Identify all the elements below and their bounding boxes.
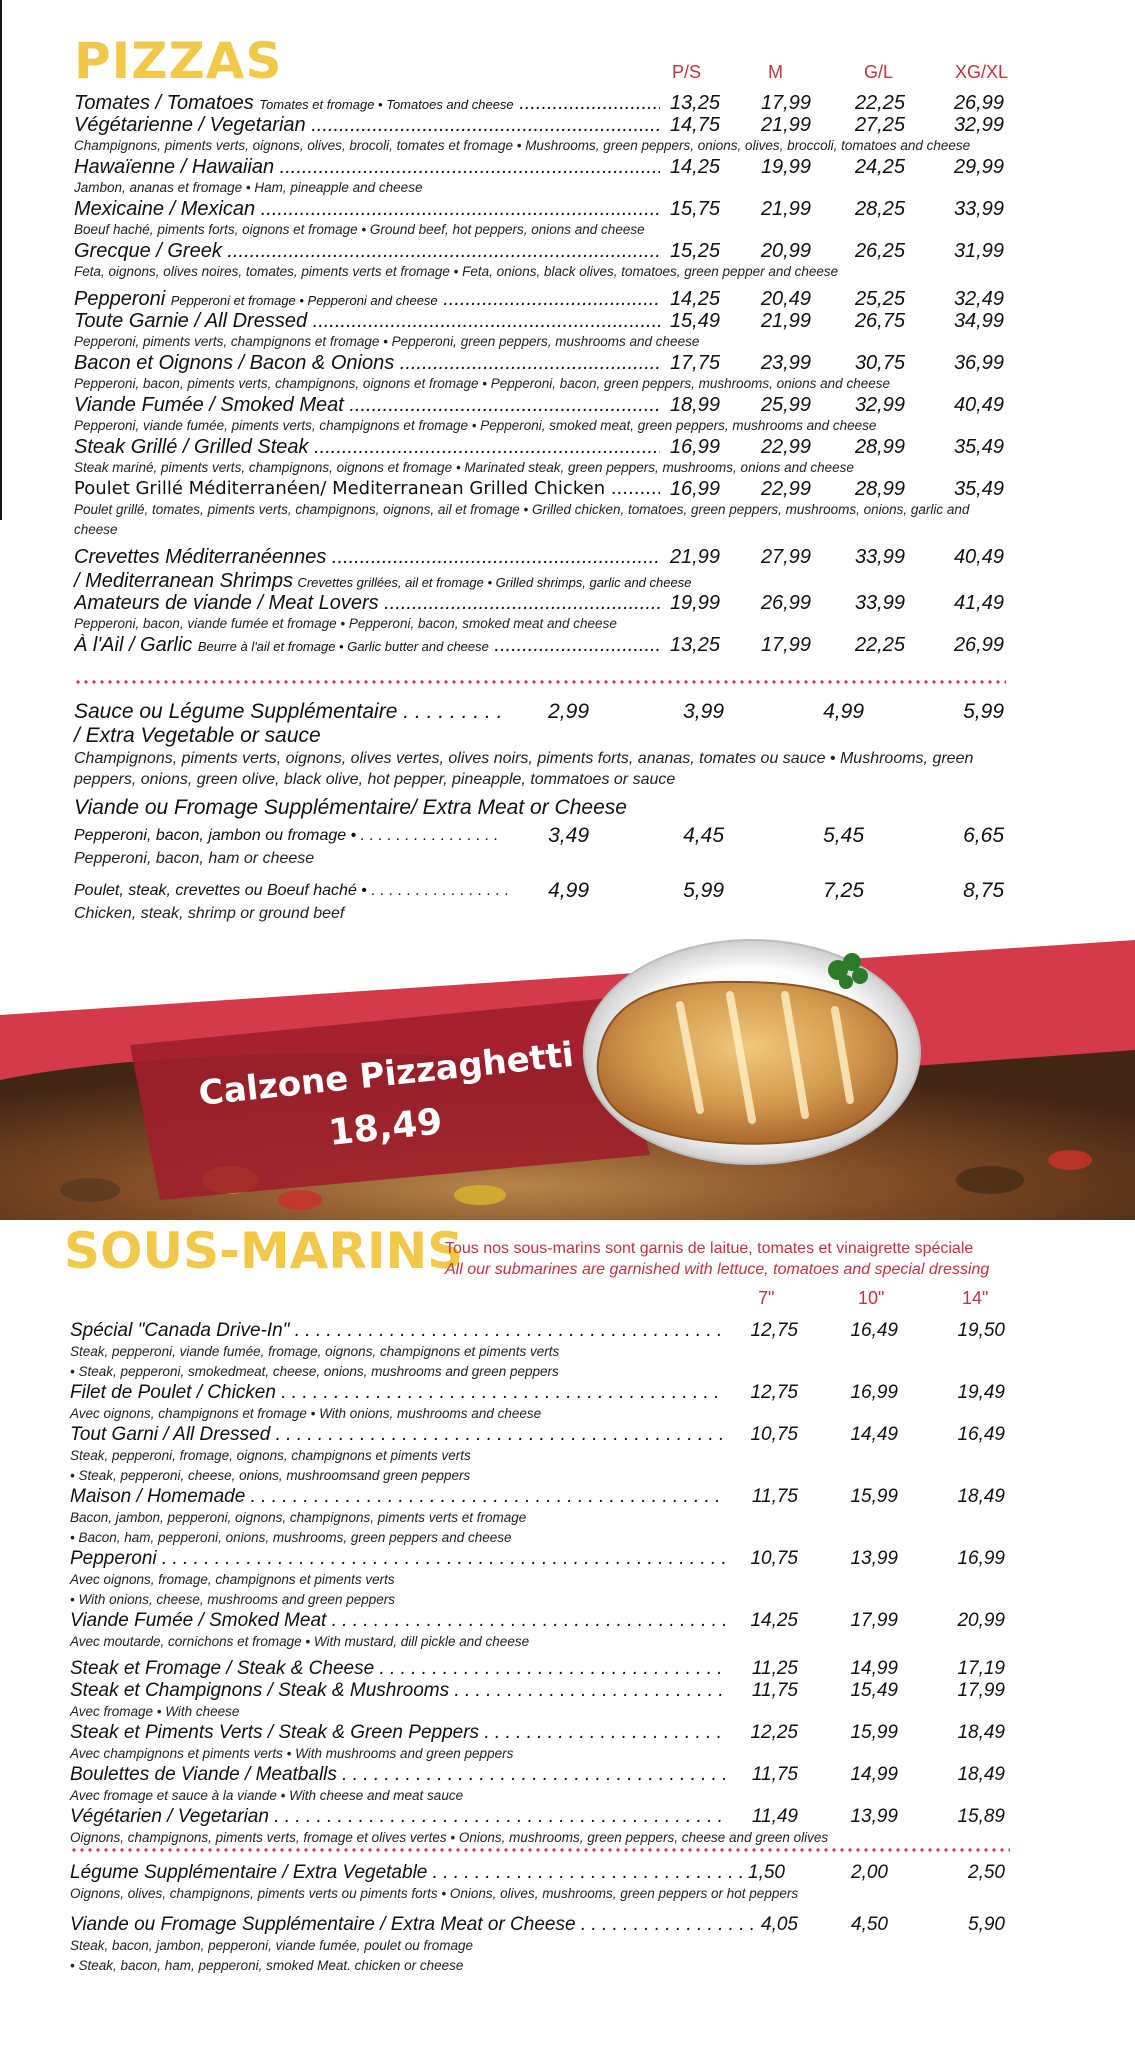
item-name: Tout Garni / All Dressed . . . (70, 1424, 725, 1446)
item-name: Végétarienne / Vegetarian ..... (74, 114, 660, 136)
price-xlarge: 35,49 (953, 478, 1004, 500)
price-small: 19,99 (669, 592, 720, 614)
price-medium: 19,99 (760, 156, 811, 178)
price-7in: 12,75 (750, 1382, 798, 1403)
size-header-small: P/S (672, 62, 702, 82)
size-header-xlarge: XG/XL (955, 62, 1009, 82)
extra-vegetable-name: Sauce ou Légume Supplémentaire . . . . . . . . . (74, 700, 503, 723)
menu-item-pepperoni (74, 288, 1014, 310)
price-14in: 5,90 (968, 1914, 1005, 1935)
extra-meat-name-en: Chicken, steak, shrimp or ground beef (74, 905, 345, 922)
price-medium: 26,99 (760, 592, 811, 614)
extra-vegetable-row (74, 700, 1014, 724)
price-10in: 14,49 (850, 1424, 898, 1445)
item-description: Poulet grillé, tomates, piments verts, champignons, oignons, ail et fromage • Grilled chicken, tomatoes, green peppers, mushrooms, onions, garlic and cheese (74, 502, 970, 537)
extra-meat-name: Poulet, steak, crevettes ou Boeuf haché • . . . . . . . . . . . . . . . . (74, 882, 510, 899)
item-description: Pepperoni, bacon, viande fumée et fromage • Pepperoni, bacon, smoked meat and cheese (74, 616, 617, 631)
price-large: 26,75 (854, 310, 905, 332)
price-large: 30,75 (854, 352, 905, 374)
submarines-title: SOUS-MARINS (64, 1222, 464, 1280)
item-name: Toute Garnie / All Dressed ..... (74, 310, 660, 332)
item-description: Avec oignons, fromage, champignons et piments verts (70, 1572, 395, 1587)
price-14in: 17,19 (957, 1658, 1005, 1679)
price-medium: 27,99 (760, 546, 811, 568)
item-name: Tomates / Tomatoes (74, 92, 254, 114)
pizza-extras (74, 700, 1014, 924)
sub-item-meatballs (70, 1764, 1010, 1786)
price-medium: 22,99 (760, 478, 811, 500)
price-10in: 15,99 (850, 1486, 898, 1507)
item-name: Boulettes de Viande / Meatballs . . . (70, 1764, 725, 1786)
item-name: Amateurs de viande / Meat Lovers ..... (74, 592, 660, 614)
item-inline-description: Beurre à l'ail et fromage • Garlic butter and cheese (197, 639, 489, 654)
item-name: Viande Fumée / Smoked Meat ..... (74, 394, 660, 416)
item-description: Boeuf haché, piments forts, oignons et fromage • Ground beef, hot peppers, onions and cheese (74, 222, 645, 237)
price-10in: 13,99 (850, 1806, 898, 1827)
price-7in: 11,75 (751, 1486, 798, 1507)
item-description-en: • Steak, pepperoni, cheese, onions, mushroomsand green peppers (70, 1468, 471, 1483)
item-inline-description: Pepperoni et fromage • Pepperoni and cheese (170, 293, 438, 308)
item-description-en: • Steak, pepperoni, smokedmeat, cheese, onions, mushrooms and green peppers (70, 1364, 559, 1379)
price-large: 33,99 (854, 592, 905, 614)
submarine-list (70, 1320, 1010, 1848)
item-name: À l'Ail / Garlic (74, 634, 193, 656)
price-xlarge: 33,99 (953, 198, 1004, 220)
item-name: Légume Supplémentaire / Extra Vegetable . . . (70, 1862, 750, 1884)
price-medium: 23,99 (760, 352, 811, 374)
item-inline-description: Tomates et fromage • Tomatoes and cheese (259, 97, 514, 112)
extra-meat-name-en: Pepperoni, bacon, ham or cheese (74, 850, 315, 867)
calzone-banner (0, 930, 1135, 1220)
sub-item-smoked-meat (70, 1610, 1010, 1632)
price-small: 16,99 (669, 436, 720, 458)
item-description: Pepperoni, bacon, piments verts, champignons, oignons et fromage • Pepperoni, bacon, green peppers, mushrooms, onions and cheese (74, 376, 890, 391)
price-large: 4,99 (823, 700, 864, 723)
menu-item-tomatoes (74, 92, 1014, 114)
price-large: 28,99 (854, 436, 905, 458)
item-name: Steak Grillé / Grilled Steak ..... (74, 436, 660, 458)
price-medium: 21,99 (760, 310, 811, 332)
price-small: 14,25 (669, 156, 720, 178)
menu-item-vegetarian (74, 114, 1014, 136)
price-xlarge: 34,99 (953, 310, 1004, 332)
extra-meat-row-2 (74, 879, 1014, 903)
price-xlarge: 32,49 (953, 288, 1004, 310)
price-large: 33,99 (854, 546, 905, 568)
price-7in: 1,50 (748, 1862, 785, 1883)
price-xlarge: 31,99 (953, 240, 1004, 262)
extra-meat-name: Pepperoni, bacon, jambon ou fromage • . . . . . . . . . . . . . . . . (74, 827, 499, 844)
price-large: 22,25 (854, 634, 905, 656)
price-small: 3,49 (548, 824, 589, 847)
price-small: 14,75 (669, 114, 720, 136)
price-large: 24,25 (854, 156, 905, 178)
price-large: 22,25 (854, 92, 905, 114)
price-14in: 17,99 (957, 1680, 1005, 1701)
left-edge-rule (0, 0, 2, 520)
sub-item-steak-green-peppers (70, 1722, 1010, 1744)
price-large: 5,45 (823, 824, 864, 847)
price-xlarge: 8,75 (963, 879, 1004, 902)
price-xlarge: 26,99 (953, 634, 1004, 656)
item-description: Bacon, jambon, pepperoni, oignons, champignons, piments verts et fromage (70, 1510, 527, 1525)
sub-item-steak-cheese (70, 1658, 1010, 1680)
item-description: Oignons, olives, champignons, piments verts ou piments forts • Onions, olives, mushrooms, green peppers or hot peppers (70, 1886, 799, 1901)
price-small: 21,99 (669, 546, 720, 568)
menu-item-all-dressed (74, 310, 1014, 332)
pizzas-title: PIZZAS (74, 32, 283, 90)
price-xlarge: 32,99 (953, 114, 1004, 136)
submarines-note-en: All our submarines are garnished with lettuce, tomatoes and special dressing (445, 1261, 990, 1278)
price-xlarge: 35,49 (953, 436, 1004, 458)
item-name: Pepperoni (74, 288, 166, 310)
price-10in: 14,99 (850, 1764, 898, 1785)
size-header-7in: 7" (758, 1288, 775, 1308)
price-xlarge: 5,99 (963, 700, 1004, 723)
menu-item-garlic (74, 634, 1014, 656)
price-medium: 21,99 (760, 198, 811, 220)
extra-vegetable-description: Champignons, piments verts, oignons, olives vertes, olives noirs, piments forts, ananas, tomates ou sauce • Mushrooms, green peppers, onions, green olive, black olive, hot pepper, pineapple, tommatoes or sauce (74, 750, 974, 788)
item-name: Steak et Fromage / Steak & Cheese . . . (70, 1658, 725, 1680)
price-small: 17,75 (669, 352, 720, 374)
price-7in: 14,25 (750, 1610, 798, 1631)
price-7in: 12,25 (750, 1722, 798, 1743)
item-description: Pepperoni, viande fumée, piments verts, champignons et fromage • Pepperoni, smoked meat, green peppers, mushrooms and cheese (74, 418, 877, 433)
sub-extra-meat-cheese (70, 1914, 1010, 1936)
price-14in: 2,50 (968, 1862, 1005, 1883)
size-header-large: G/L (864, 62, 894, 82)
price-small: 13,25 (669, 92, 720, 114)
sub-item-all-dressed (70, 1424, 1010, 1446)
item-description-en: • Bacon, ham, pepperoni, onions, mushrooms, green peppers and cheese (70, 1530, 512, 1545)
item-description-en: • Steak, bacon, ham, pepperoni, smoked Meat. chicken or cheese (70, 1958, 464, 1973)
item-description: Oignons, champignons, piments verts, fromage et olives vertes • Onions, mushrooms, green peppers, cheese and green olives (70, 1830, 829, 1845)
menu-item-mediterranean-chicken (74, 478, 1014, 500)
price-14in: 15,89 (957, 1806, 1005, 1827)
banner-graphic (0, 930, 1135, 1220)
item-description: Avec oignons, champignons et fromage • With onions, mushrooms and cheese (70, 1406, 542, 1421)
item-name: Steak et Piments Verts / Steak & Green Peppers . . . (70, 1722, 725, 1744)
item-name: Spécial "Canada Drive-In" . . . (70, 1320, 725, 1342)
price-7in: 11,75 (751, 1764, 798, 1785)
price-medium: 4,45 (683, 824, 724, 847)
item-description: Avec fromage et sauce à la viande • With cheese and meat sauce (70, 1788, 464, 1803)
menu-item-smoked-meat (74, 394, 1014, 416)
price-large: 28,25 (854, 198, 905, 220)
price-medium: 17,99 (760, 92, 811, 114)
price-xlarge: 36,99 (953, 352, 1004, 374)
item-description: Steak, pepperoni, fromage, oignons, champignons et piments verts (70, 1448, 471, 1463)
menu-item-hawaiian (74, 156, 1014, 178)
price-14in: 16,49 (957, 1424, 1005, 1445)
menu-item-greek (74, 240, 1014, 262)
price-10in: 17,99 (850, 1610, 898, 1631)
sub-extra-vegetable (70, 1862, 1010, 1884)
item-name: Maison / Homemade . . . (70, 1486, 725, 1508)
price-14in: 18,49 (957, 1764, 1005, 1785)
price-medium: 5,99 (683, 879, 724, 902)
dotted-divider (74, 680, 1006, 684)
menu-item-bacon-onions (74, 352, 1014, 374)
item-name: / Mediterranean Shrimps (74, 570, 293, 592)
price-7in: 11,49 (751, 1806, 798, 1827)
price-14in: 19,50 (957, 1320, 1005, 1341)
price-large: 7,25 (823, 879, 864, 902)
sub-item-special-canada (70, 1320, 1010, 1342)
price-14in: 19,49 (957, 1382, 1005, 1403)
price-large: 28,99 (854, 478, 905, 500)
calzone-price: 18,49 (326, 1101, 445, 1154)
price-10in: 4,50 (851, 1914, 888, 1935)
price-10in: 16,99 (850, 1382, 898, 1403)
price-medium: 20,99 (760, 240, 811, 262)
item-description: Jambon, ananas et fromage • Ham, pineapple and cheese (74, 180, 423, 195)
sub-item-vegetarian (70, 1806, 1010, 1828)
price-small: 16,99 (669, 478, 720, 500)
price-small: 18,99 (669, 394, 720, 416)
price-medium: 22,99 (760, 436, 811, 458)
price-medium: 20,49 (760, 288, 811, 310)
item-description: Avec champignons et piments verts • With mushrooms and green peppers (70, 1746, 514, 1761)
sub-item-pepperoni (70, 1548, 1010, 1570)
menu-item-mediterranean-shrimps (74, 546, 1014, 568)
item-name: Végétarien / Vegetarian . . . (70, 1806, 725, 1828)
item-description: Avec fromage • With cheese (70, 1704, 240, 1719)
item-inline-description: Crevettes grillées, ail et fromage • Grilled shrimps, garlic and cheese (297, 575, 692, 590)
price-large: 25,25 (854, 288, 905, 310)
price-xlarge: 26,99 (953, 92, 1004, 114)
sub-item-chicken (70, 1382, 1010, 1404)
item-name: Grecque / Greek ..... (74, 240, 660, 262)
item-name: Steak et Champignons / Steak & Mushrooms . . . (70, 1680, 725, 1702)
price-10in: 13,99 (850, 1548, 898, 1569)
price-10in: 15,99 (850, 1722, 898, 1743)
item-description: Steak mariné, piments verts, champignons, oignons et fromage • Marinated steak, green peppers, mushrooms, onions and cheese (74, 460, 854, 475)
item-name: Hawaïenne / Hawaiian ..... (74, 156, 660, 178)
item-name: Filet de Poulet / Chicken . . . (70, 1382, 725, 1404)
item-name: Mexicaine / Mexican ..... (74, 198, 660, 220)
price-medium: 21,99 (760, 114, 811, 136)
item-name: Crevettes Méditerranéennes ..... (74, 546, 660, 568)
price-xlarge: 40,49 (953, 546, 1004, 568)
dotted-divider (70, 1848, 1010, 1852)
price-7in: 4,05 (761, 1914, 798, 1935)
item-description: Steak, pepperoni, viande fumée, fromage, oignons, champignons et piments verts (70, 1344, 560, 1359)
item-name: Viande Fumée / Smoked Meat . . . (70, 1610, 725, 1632)
price-medium: 25,99 (760, 394, 811, 416)
size-header-medium: M (768, 62, 783, 82)
price-10in: 16,49 (850, 1320, 898, 1341)
item-description: Pepperoni, piments verts, champignons et fromage • Pepperoni, green peppers, mushrooms and cheese (74, 334, 700, 349)
pizza-list (74, 92, 1014, 656)
submarine-extras (70, 1862, 1010, 1976)
submarines-note (445, 1238, 989, 1280)
item-name: Poulet Grillé Méditerranéen/ Mediterranean Grilled Chicken ..... (74, 478, 660, 500)
price-medium: 17,99 (760, 634, 811, 656)
price-7in: 12,75 (750, 1320, 798, 1341)
price-7in: 11,25 (751, 1658, 798, 1679)
extra-meat-row-1 (74, 824, 1014, 848)
sub-item-homemade (70, 1486, 1010, 1508)
price-xlarge: 41,49 (953, 592, 1004, 614)
price-small: 15,75 (669, 198, 720, 220)
price-7in: 10,75 (750, 1548, 798, 1569)
price-xlarge: 29,99 (953, 156, 1004, 178)
price-xlarge: 6,65 (963, 824, 1004, 847)
size-header-10in: 10" (858, 1288, 885, 1308)
extra-vegetable-name-en: / Extra Vegetable or sauce (74, 724, 321, 747)
item-description: Champignons, piments verts, oignons, olives, brocoli, tomates et fromage • Mushrooms, green peppers, onions, olives, broccoli, tomatoes and cheese (74, 138, 971, 153)
item-description: Feta, oignons, olives noires, tomates, piments verts et fromage • Feta, onions, black olives, tomatoes, green pepper and cheese (74, 264, 839, 279)
submarines-note-fr: Tous nos sous-marins sont garnis de laitue, tomates et vinaigrette spéciale (445, 1240, 974, 1257)
sub-item-steak-mushrooms (70, 1680, 1010, 1702)
price-14in: 16,99 (957, 1548, 1005, 1569)
price-14in: 20,99 (957, 1610, 1005, 1631)
price-14in: 18,49 (957, 1486, 1005, 1507)
calzone-image (598, 982, 897, 1144)
item-name: Viande ou Fromage Supplémentaire / Extra Meat or Cheese . . . (70, 1914, 760, 1936)
price-small: 4,99 (548, 879, 589, 902)
price-large: 32,99 (854, 394, 905, 416)
price-large: 26,25 (854, 240, 905, 262)
price-small: 14,25 (669, 288, 720, 310)
price-small: 15,25 (669, 240, 720, 262)
price-small: 2,99 (548, 700, 589, 723)
item-description-en: • With onions, cheese, mushrooms and green peppers (70, 1592, 396, 1607)
price-large: 27,25 (854, 114, 905, 136)
price-10in: 14,99 (850, 1658, 898, 1679)
item-name: Pepperoni . . . (70, 1548, 725, 1570)
price-10in: 2,00 (851, 1862, 888, 1883)
size-header-14in: 14" (962, 1288, 989, 1308)
extra-meat-heading: Viande ou Fromage Supplémentaire/ Extra Meat or Cheese (74, 796, 627, 819)
calzone-name: Calzone Pizzaghetti (196, 1034, 576, 1114)
menu-item-shrimps-subline (74, 570, 1014, 592)
price-small: 15,49 (669, 310, 720, 332)
item-name: Bacon et Oignons / Bacon & Onions ..... (74, 352, 660, 374)
item-description: Steak, bacon, jambon, pepperoni, viande fumée, poulet ou fromage (70, 1938, 474, 1953)
price-small: 13,25 (669, 634, 720, 656)
item-description: Avec moutarde, cornichons et fromage • With mustard, dill pickle and cheese (70, 1634, 530, 1649)
price-7in: 11,75 (751, 1680, 798, 1701)
price-10in: 15,49 (850, 1680, 898, 1701)
price-14in: 18,49 (957, 1722, 1005, 1743)
price-medium: 3,99 (683, 700, 724, 723)
menu-item-grilled-steak (74, 436, 1014, 458)
menu-item-mexican (74, 198, 1014, 220)
price-7in: 10,75 (750, 1424, 798, 1445)
menu-item-meat-lovers (74, 592, 1014, 614)
price-xlarge: 40,49 (953, 394, 1004, 416)
